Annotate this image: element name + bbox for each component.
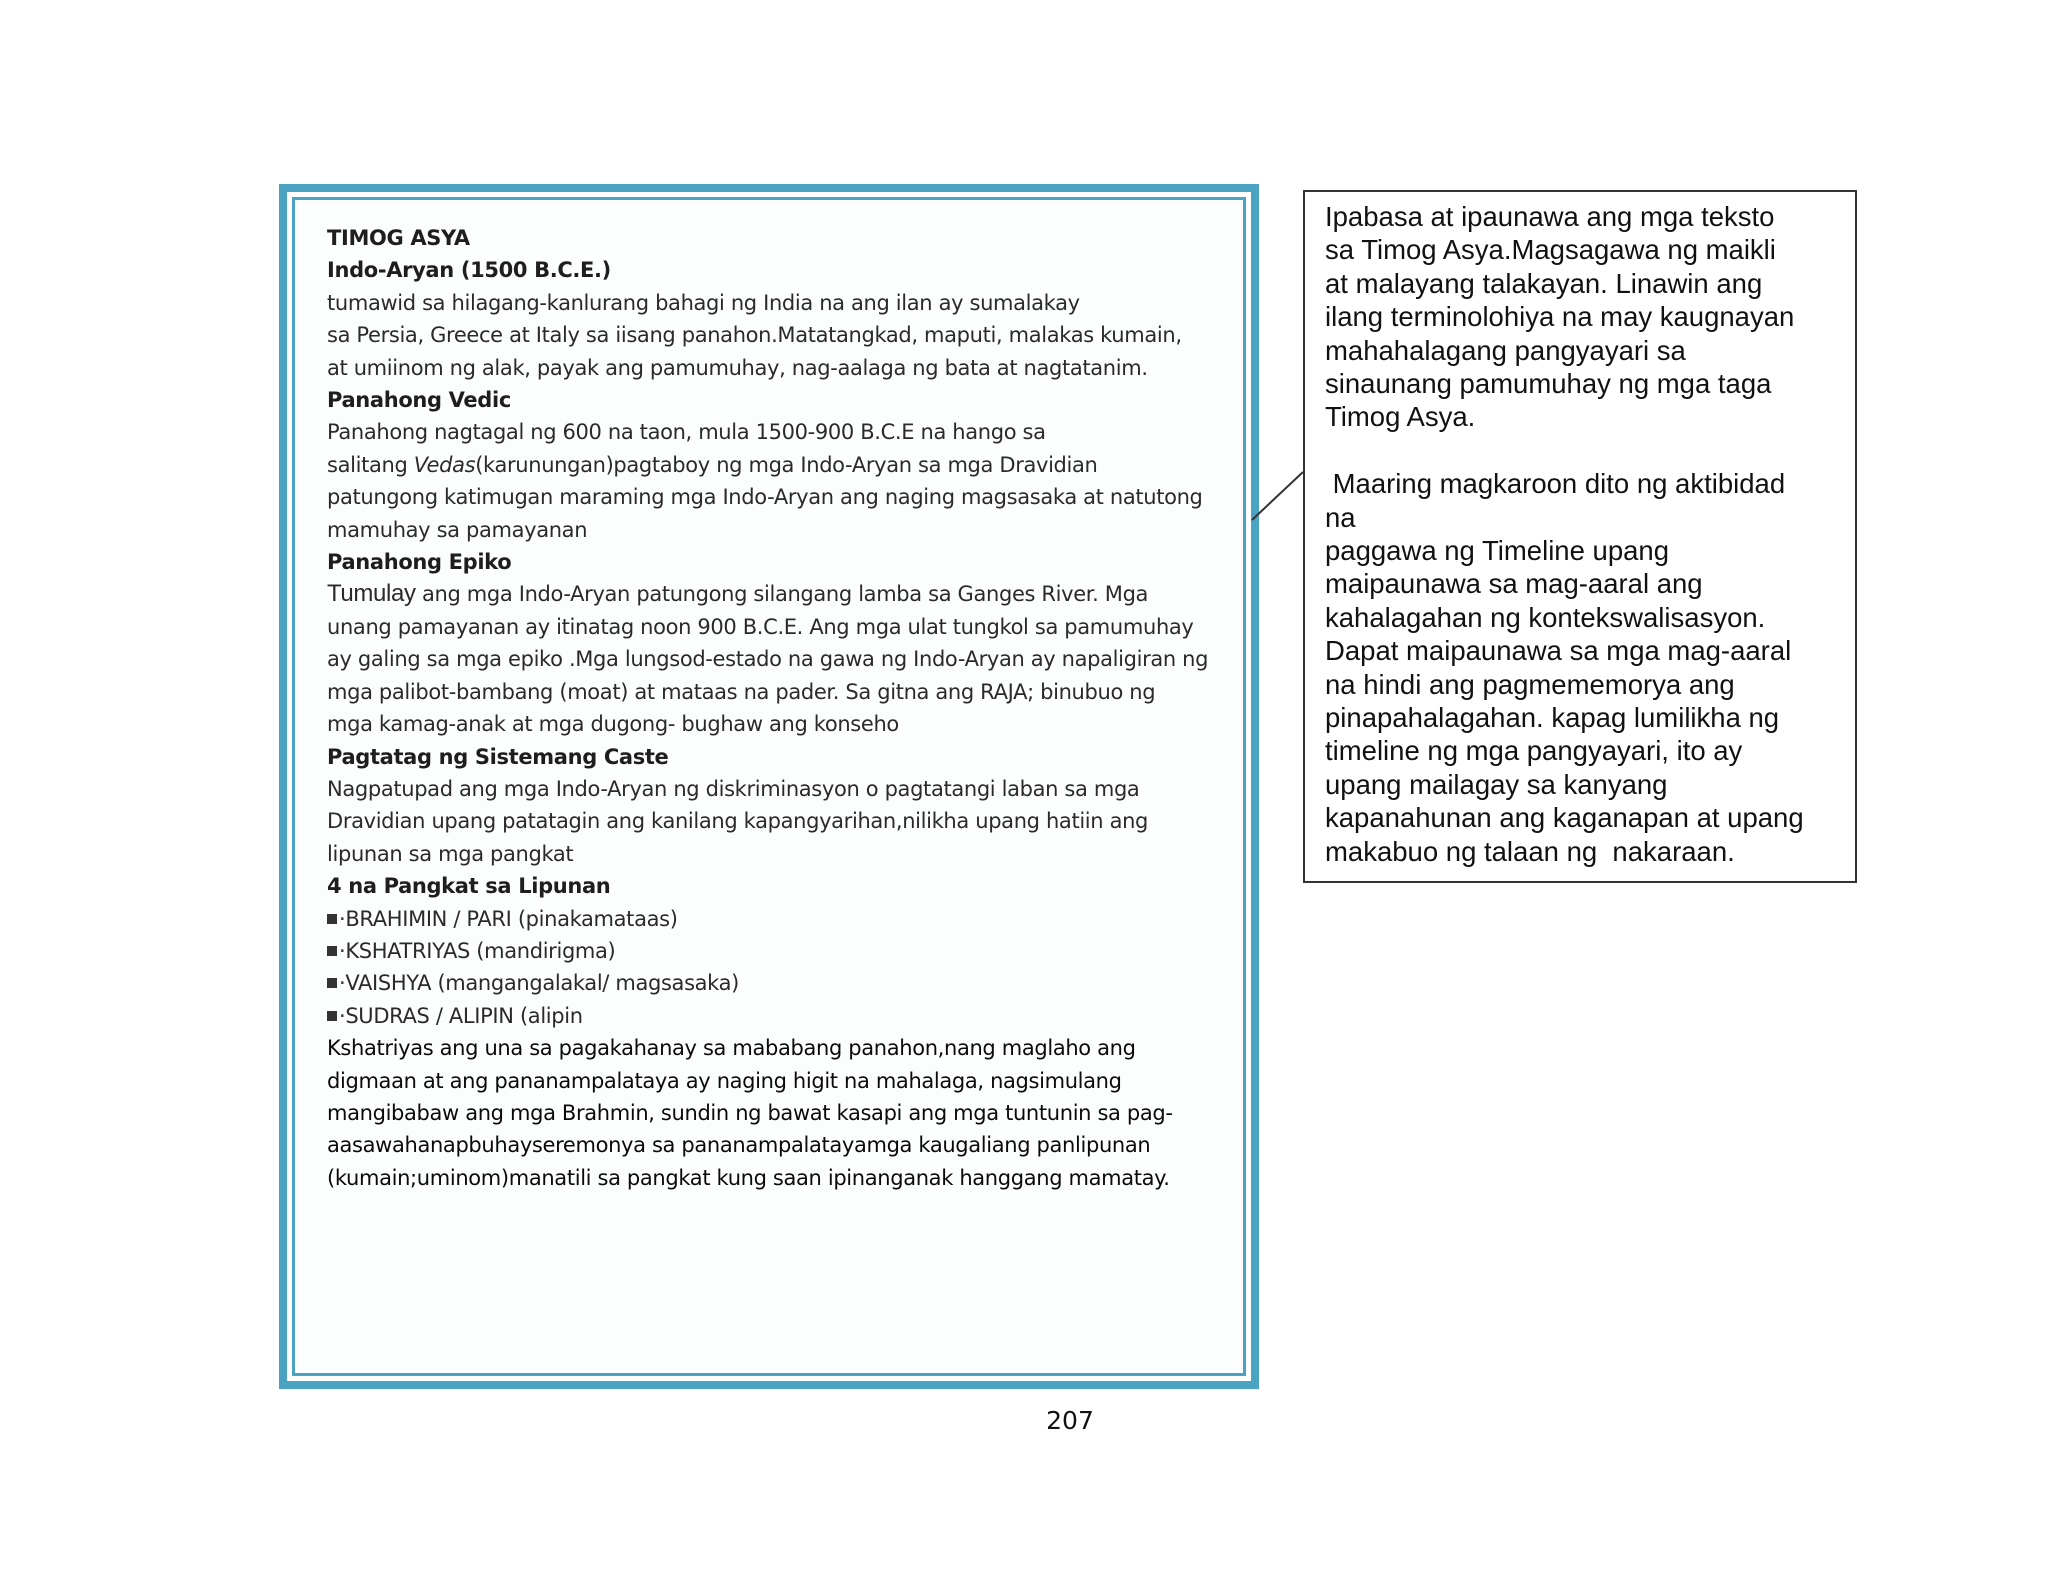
- callout-connector-line: [1250, 470, 1310, 530]
- paragraph-gap: [1325, 434, 1855, 467]
- note-line: makabuo ng talaan ng nakaraan.: [1325, 835, 1735, 867]
- note-line: upang mailagay sa kanyang: [1325, 768, 1668, 800]
- text-line: sa Persia, Greece at Italy sa iisang panahon.Matatangkad, maputi, malakas kumain,: [327, 323, 1182, 348]
- list-item-label: ·KSHATRIYAS (mandirigma): [339, 938, 616, 963]
- content-frame: [279, 184, 1259, 1389]
- note-line: mahahalagang pangyayari sa: [1325, 334, 1686, 366]
- text-line: Nagpatupad ang mga Indo-Aryan ng diskriminasyon o pagtatangi laban sa mga: [327, 776, 1140, 801]
- list-item-label: ·VAISHYA (mangangalakal/ magsasaka): [339, 971, 739, 996]
- note-line: maipaunawa sa mag-aaral ang: [1325, 568, 1703, 600]
- text-line: aasawahanapbuhayseremonya sa pananampalatayamga kaugaliang panlipunan: [327, 1133, 1151, 1158]
- note-line: sinaunang pamumuhay ng mga taga: [1325, 368, 1772, 400]
- text-line: mamuhay sa pamayanan: [327, 517, 588, 542]
- note-line: pinapahalagahan. kapag lumilikha ng: [1325, 702, 1780, 734]
- list-item: [327, 1000, 1227, 1032]
- section-heading-vedic: Panahong Vedic: [327, 388, 511, 413]
- text-line: [327, 578, 1227, 610]
- note-line: kapanahunan ang kaganapan at upang: [1325, 802, 1804, 834]
- note-line: Maaring magkaroon dito ng aktibidad: [1325, 468, 1786, 500]
- note-line: at malayang talakayan. Linawin ang: [1325, 267, 1763, 299]
- list-item-label: ·SUDRAS / ALIPIN (alipin: [339, 1003, 583, 1028]
- note-line: Dapat maipaunawa sa mga mag-aaral: [1325, 635, 1792, 667]
- note-line: na: [1325, 501, 1356, 533]
- note-line: paggawa ng Timeline upang: [1325, 535, 1670, 567]
- text-line: unang pamayanan ay itinatag noon 900 B.C.E. Ang mga ulat tungkol sa pamumuhay: [327, 614, 1194, 639]
- page-title: TIMOG ASYA: [327, 226, 470, 250]
- text-line: mangibabaw ang mga Brahmin, sundin ng bawat kasapi ang mga tuntunin sa pag-: [327, 1100, 1173, 1125]
- main-text: [327, 222, 1227, 1194]
- square-bullet-icon: [327, 946, 337, 956]
- page-number: 207: [1046, 1406, 1094, 1435]
- list-item: [327, 967, 1227, 999]
- note-line: na hindi ang pagmememorya ang: [1325, 668, 1735, 700]
- note-line: kahalagahan ng kontekswalisasyon.: [1325, 601, 1766, 633]
- text-line: digmaan at ang pananampalataya ay naging higit na mahalaga, nagsimulang: [327, 1068, 1122, 1093]
- content-frame-inner: [292, 197, 1246, 1376]
- note-line: timeline ng mga pangyayari, ito ay: [1325, 735, 1743, 767]
- text-fragment: Tumulay: [327, 580, 416, 608]
- text-line: patungong katimugan maraming mga Indo-Aryan ang naging magsasaka at natutong: [327, 485, 1203, 510]
- square-bullet-icon: [327, 1011, 337, 1021]
- note-line: Timog Asya.: [1325, 401, 1476, 433]
- text-line: tumawid sa hilagang-kanlurang bahagi ng India na ang ilan ay sumalakay: [327, 290, 1080, 315]
- text-line: ay galing sa mga epiko .Mga lungsod-estado na gawa ng Indo-Aryan ay napaligiran ng: [327, 647, 1209, 672]
- text-line: (kumain;uminom)manatili sa pangkat kung saan ipinanganak hanggang mamatay.: [327, 1165, 1170, 1190]
- text-line: Dravidian upang patatagin ang kanilang kapangyarihan,nilikha upang hatiin ang: [327, 809, 1149, 834]
- square-bullet-icon: [327, 914, 337, 924]
- text-line: Panahong nagtagal ng 600 na taon, mula 1500-900 B.C.E na hango sa: [327, 420, 1046, 445]
- text-line: mga palibot-bambang (moat) at mataas na pader. Sa gitna ang RAJA; binubuo ng: [327, 679, 1156, 704]
- text-line: Kshatriyas ang una sa pagakahanay sa mababang panahon,nang maglaho ang: [327, 1036, 1136, 1061]
- text-fragment: (karunungan)pagtaboy ng mga Indo-Aryan sa mga Dravidian: [475, 452, 1098, 477]
- square-bullet-icon: [327, 978, 337, 988]
- list-item: [327, 935, 1227, 967]
- note-line: Ipabasa at ipaunawa ang mga teksto: [1325, 201, 1775, 232]
- text-line: mga kamag-anak at mga dugong- bughaw ang konseho: [327, 712, 899, 737]
- text-fragment: ang mga Indo-Aryan patungong silangang lamba sa Ganges River. Mga: [415, 582, 1149, 607]
- section-heading-caste: Pagtatag ng Sistemang Caste: [327, 744, 669, 769]
- list-item-label: ·BRAHIMIN / PARI (pinakamataas): [339, 906, 678, 931]
- text-line: at umiinom ng alak, payak ang pamumuhay, nag-aalaga ng bata at nagtatanim.: [327, 355, 1148, 380]
- teacher-note-callout: [1303, 190, 1857, 883]
- italic-term: Vedas: [413, 452, 476, 477]
- section-heading-pangkat: 4 na Pangkat sa Lipunan: [327, 874, 611, 899]
- text-fragment: salitang: [327, 452, 414, 477]
- list-item: [327, 903, 1227, 935]
- text-line: lipunan sa mga pangkat: [327, 841, 574, 866]
- teacher-note-text: [1325, 200, 1855, 868]
- note-line: ilang terminolohiya na may kaugnayan: [1325, 301, 1795, 333]
- section-heading-epiko: Panahong Epiko: [327, 550, 512, 575]
- section-heading-indo-aryan: Indo-Aryan (1500 B.C.E.): [327, 258, 611, 283]
- note-line: sa Timog Asya.Magsagawa ng maikli: [1325, 234, 1776, 266]
- text-line: [327, 449, 1227, 481]
